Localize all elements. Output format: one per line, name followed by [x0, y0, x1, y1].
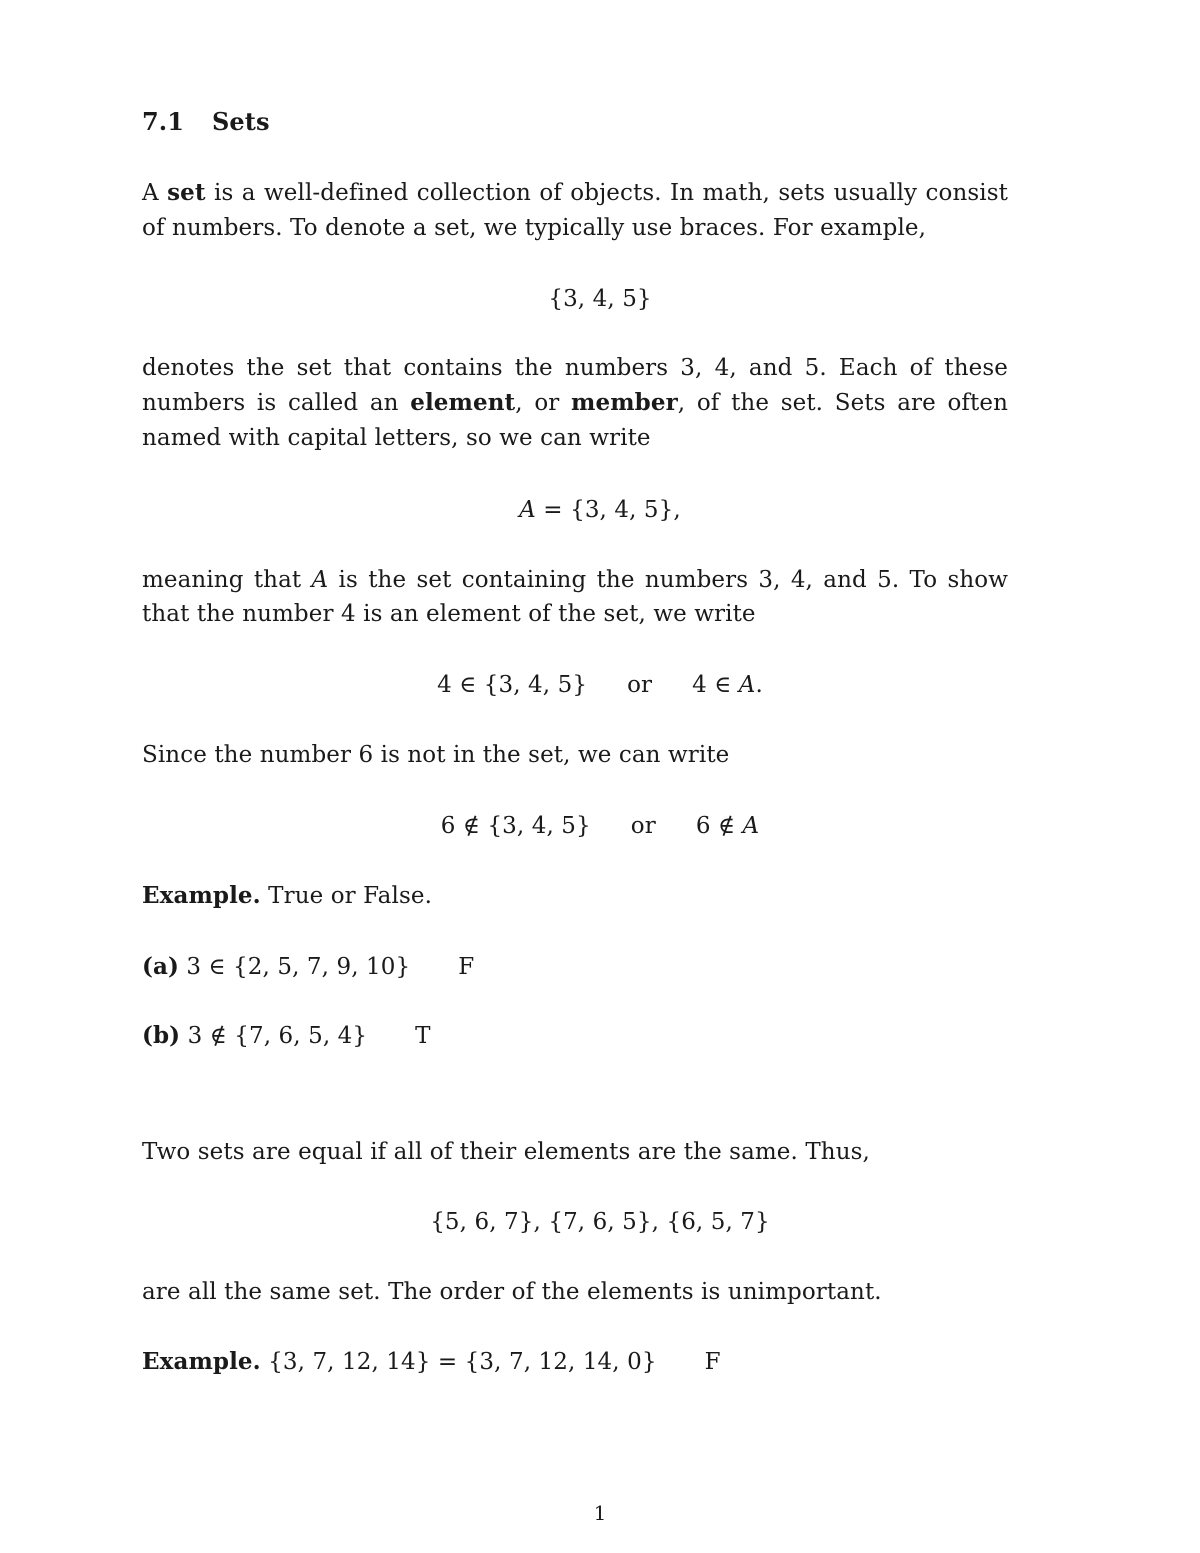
- meaning-line-1-pre: meaning that: [142, 567, 312, 593]
- display-a-equals-set: [0, 495, 1200, 525]
- example-2-answer: F: [704, 1349, 721, 1375]
- meaning-line-2: that the number 4 is an element of the set, we write: [142, 601, 756, 627]
- element-of-right-post: .: [755, 672, 763, 698]
- intro-line-1: [142, 178, 1008, 208]
- elements-line-3: named with capital letters, so we can write: [142, 425, 651, 451]
- term-element: element: [410, 389, 516, 416]
- item-label: (a): [142, 953, 179, 980]
- not-element-of-right-pre: 6 ∉: [695, 813, 743, 839]
- meaning-line-1-post: is the set containing the numbers 3, 4, and 5. To show: [328, 567, 1008, 593]
- display-equal-sets: {5, 6, 7}, {7, 6, 5}, {6, 5, 7}: [430, 1209, 770, 1235]
- var-a: A: [519, 497, 536, 523]
- item-expression: 3 ∈ {2, 5, 7, 9, 10}: [178, 954, 411, 980]
- elements-line-1: denotes the set that contains the numbers 3, 4, and 5. Each of these: [142, 355, 1008, 381]
- meaning-line-1: [142, 565, 1008, 595]
- term-set: set: [167, 179, 206, 206]
- section-heading: [142, 107, 270, 137]
- or-word: or: [630, 813, 656, 839]
- display-element-of: [0, 670, 1200, 700]
- elements-line-2-pre: numbers is called an: [142, 390, 411, 416]
- display-not-element-of: [0, 811, 1200, 841]
- example-2-expression: {3, 7, 12, 14} = {3, 7, 12, 14, 0}: [260, 1349, 657, 1375]
- or-word: or: [627, 672, 653, 698]
- element-of-right-pre: 4 ∈: [692, 672, 739, 698]
- intro-line-1-pre: A: [142, 180, 168, 206]
- order-line: are all the same set. The order of the elements is unimportant.: [142, 1279, 882, 1305]
- example-label: Example.: [142, 1348, 261, 1375]
- section-number: 7.1: [142, 107, 185, 136]
- item-answer: F: [458, 954, 475, 980]
- item-answer: T: [415, 1023, 431, 1049]
- section-title: Sets: [212, 107, 270, 136]
- elements-line-2-mid: , or: [515, 390, 572, 416]
- item-label: (b): [142, 1022, 181, 1049]
- intro-line-1-post: is a well-defined collection of objects. In math, sets usually consist: [205, 180, 1008, 206]
- elements-line-2: [142, 388, 1008, 418]
- example-1-item-b: [142, 1021, 431, 1051]
- elements-line-2-post: , of the set. Sets are often: [677, 390, 1009, 416]
- example-2: [142, 1347, 721, 1377]
- display-a-rest: = {3, 4, 5},: [535, 497, 681, 523]
- equal-sets-line: Two sets are equal if all of their elements are the same. Thus,: [142, 1139, 870, 1165]
- var-a: A: [742, 813, 760, 839]
- var-a: A: [311, 567, 329, 593]
- example-1-item-a: [142, 952, 474, 982]
- intro-line-2: of numbers. To denote a set, we typically use braces. For example,: [142, 215, 927, 241]
- var-a: A: [738, 672, 756, 698]
- example-1-text: True or False.: [260, 883, 432, 909]
- not-element-of-left: 6 ∉ {3, 4, 5}: [440, 813, 591, 839]
- term-member: member: [571, 389, 678, 416]
- element-of-left: 4 ∈ {3, 4, 5}: [437, 672, 588, 698]
- display-set-345: {3, 4, 5}: [548, 286, 652, 312]
- example-label: Example.: [142, 882, 261, 909]
- page-number: 1: [593, 1501, 607, 1525]
- item-expression: 3 ∉ {7, 6, 5, 4}: [180, 1023, 368, 1049]
- not-in-line: Since the number 6 is not in the set, we can write: [142, 742, 730, 768]
- example-1-heading: [142, 881, 432, 911]
